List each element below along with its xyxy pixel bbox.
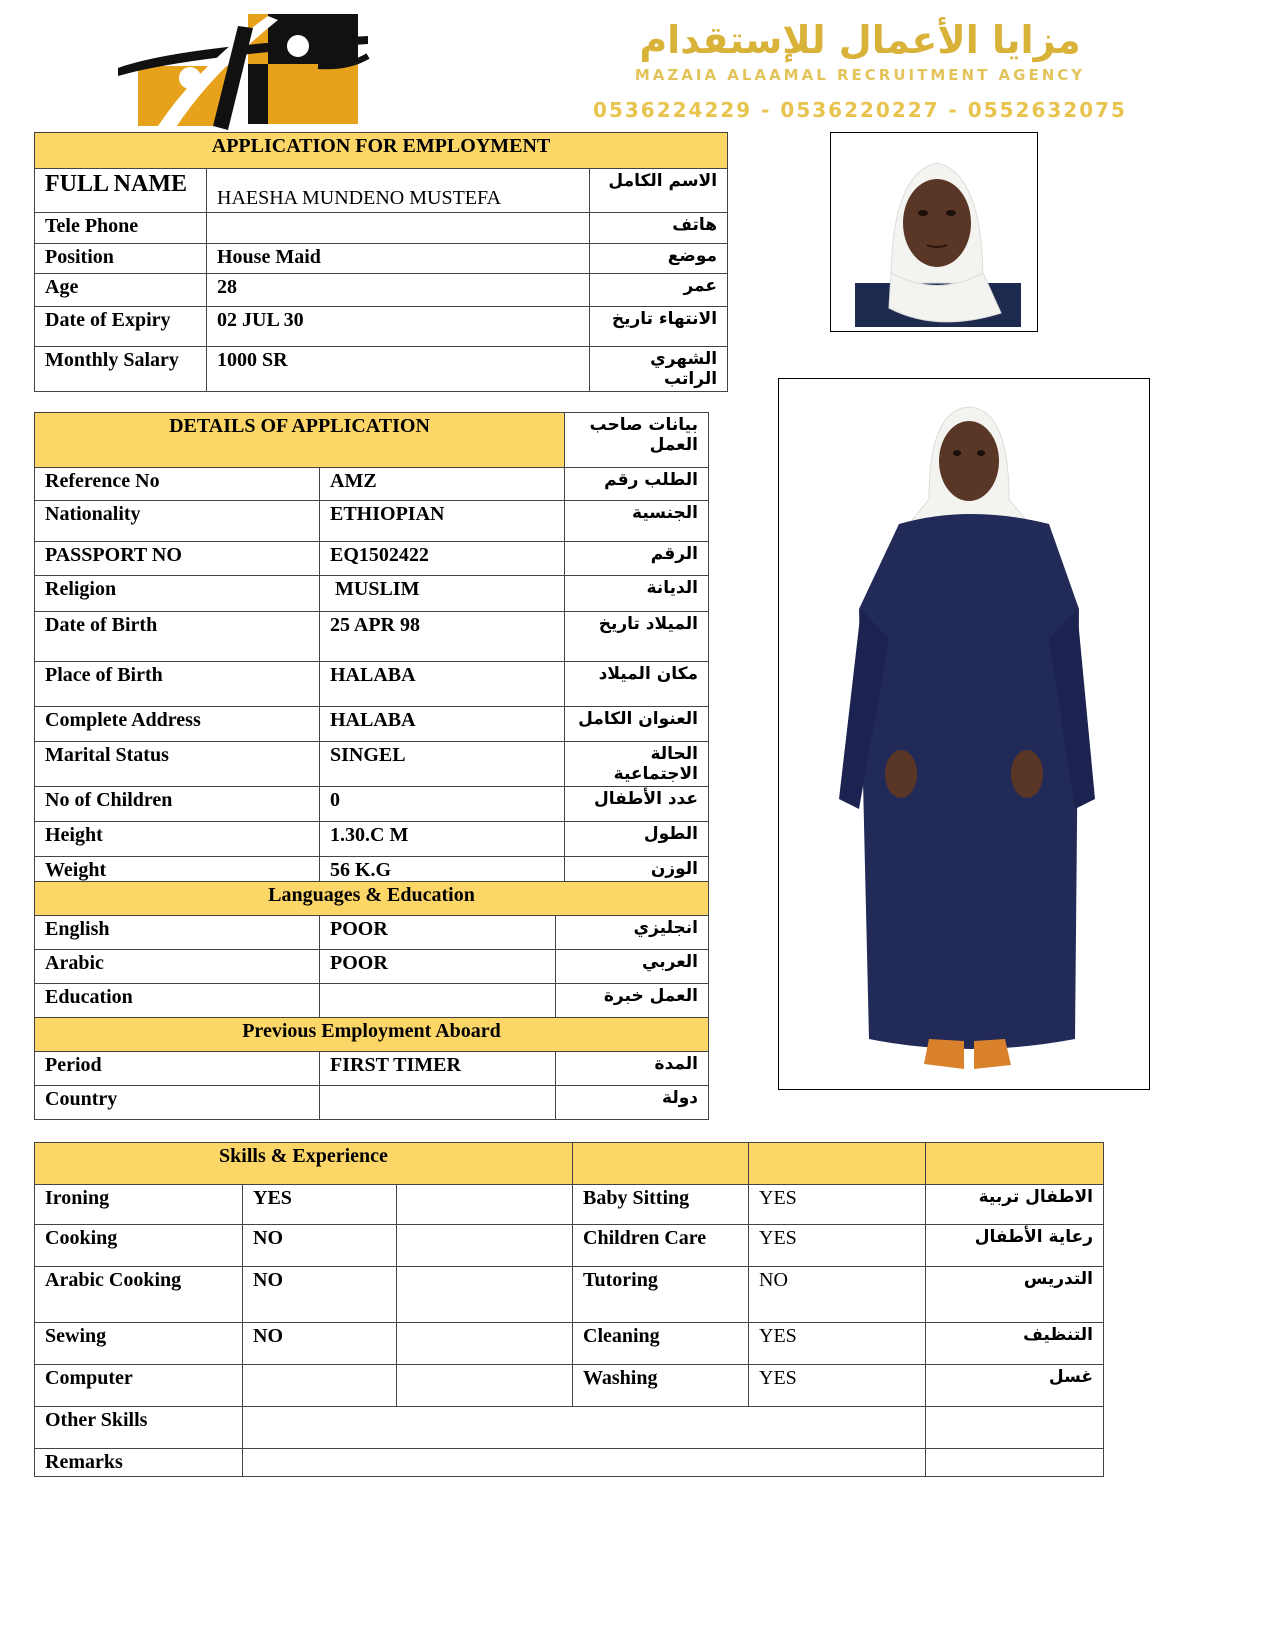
field-label: English (35, 916, 320, 950)
table-row (35, 787, 709, 822)
skill-value: YES (749, 1365, 926, 1407)
field-label-arabic: الاسم الكامل (590, 169, 728, 213)
field-label-arabic: الطول (565, 822, 709, 857)
table-row (35, 707, 709, 742)
field-label-arabic: الوزن (565, 857, 709, 892)
skill-label-arabic: رعاية الأطفال (926, 1225, 1104, 1267)
portrait-photo (830, 132, 1038, 332)
table-row (35, 1365, 1104, 1407)
field-value: POOR (320, 950, 556, 984)
skills-title: Skills & Experience (35, 1143, 573, 1185)
empty-cell (926, 1407, 1104, 1449)
field-label: Tele Phone (35, 213, 207, 244)
field-value: 28 (207, 274, 590, 307)
table-row (35, 347, 728, 392)
field-label: Place of Birth (35, 662, 320, 707)
field-label: Date of Birth (35, 612, 320, 662)
table-row (35, 1267, 1104, 1323)
remarks-label: Remarks (35, 1449, 243, 1477)
field-value: HALABA (320, 662, 565, 707)
agency-name-arabic: مزايا الأعمال للإستقدام (639, 18, 1081, 62)
field-label: Period (35, 1052, 320, 1086)
field-value (207, 213, 590, 244)
field-label-arabic: الرقم (565, 542, 709, 576)
empty-cell (397, 1225, 573, 1267)
skills-table (34, 1142, 1104, 1477)
field-label-arabic: الحالة الاجتماعية (565, 742, 709, 787)
table-row (35, 213, 728, 244)
field-value: AMZ (320, 468, 565, 501)
table-row (35, 612, 709, 662)
table-row (35, 950, 709, 984)
field-value: HAESHA MUNDENO MUSTEFA (207, 169, 590, 213)
field-label: Weight (35, 857, 320, 892)
remarks-value (243, 1449, 926, 1477)
empty-cell (397, 1185, 573, 1225)
table-row (35, 1323, 1104, 1365)
field-label-arabic: دولة (556, 1086, 709, 1120)
table-row (35, 501, 709, 542)
field-label-arabic: الشهري الراتب (590, 347, 728, 392)
skills-header-cell (749, 1143, 926, 1185)
skill-value: NO (243, 1225, 397, 1267)
table-row (35, 1449, 1104, 1477)
empty-cell (397, 1365, 573, 1407)
skill-value: NO (243, 1323, 397, 1365)
field-value: 56 K.G (320, 857, 565, 892)
languages-table (34, 881, 709, 1120)
skill-value: YES (749, 1225, 926, 1267)
field-label-arabic: الديانة (565, 576, 709, 612)
field-label: No of Children (35, 787, 320, 822)
skill-label-arabic: الاطفال تربية (926, 1185, 1104, 1225)
field-value: SINGEL (320, 742, 565, 787)
empty-cell (397, 1267, 573, 1323)
table-row (35, 576, 709, 612)
empty-cell (926, 1449, 1104, 1477)
field-value: POOR (320, 916, 556, 950)
field-label-arabic: عدد الأطفال (565, 787, 709, 822)
field-label: Position (35, 244, 207, 274)
field-value: 1.30.C M (320, 822, 565, 857)
field-label: Complete Address (35, 707, 320, 742)
field-value: 02 JUL 30 (207, 307, 590, 347)
skill-label-arabic: التنظيف (926, 1323, 1104, 1365)
skill-label: Washing (573, 1365, 749, 1407)
skill-value (243, 1365, 397, 1407)
field-label: Arabic (35, 950, 320, 984)
application-table (34, 132, 728, 392)
field-label: PASSPORT NO (35, 542, 320, 576)
skills-header-cell (573, 1143, 749, 1185)
previous-employment-title: Previous Employment Aboard (35, 1018, 709, 1052)
field-label-arabic: العنوان الكامل (565, 707, 709, 742)
skill-value: YES (243, 1185, 397, 1225)
field-label: Marital Status (35, 742, 320, 787)
field-value: HALABA (320, 707, 565, 742)
skill-label-arabic: غسل (926, 1365, 1104, 1407)
field-value: EQ1502422 (320, 542, 565, 576)
application-title: APPLICATION FOR EMPLOYMENT (35, 133, 728, 169)
table-row (35, 822, 709, 857)
details-title-arabic: بيانات صاحب العمل (565, 413, 709, 468)
field-value: 25 APR 98 (320, 612, 565, 662)
field-label-arabic: العربي (556, 950, 709, 984)
field-label: Reference No (35, 468, 320, 501)
skills-header-cell (926, 1143, 1104, 1185)
skill-value: NO (749, 1267, 926, 1323)
field-label-arabic: الميلاد تاريخ (565, 612, 709, 662)
agency-name-english: MAZAIA ALAAMAL RECRUITMENT AGENCY (634, 66, 1086, 84)
details-table (34, 412, 709, 892)
other-skills-label: Other Skills (35, 1407, 243, 1449)
skill-label: Sewing (35, 1323, 243, 1365)
details-title: DETAILS OF APPLICATION (35, 413, 565, 468)
table-row (35, 468, 709, 501)
other-skills-value (243, 1407, 926, 1449)
skill-label: Children Care (573, 1225, 749, 1267)
field-value (320, 984, 556, 1018)
table-row (35, 1225, 1104, 1267)
field-label: Country (35, 1086, 320, 1120)
skill-label: Ironing (35, 1185, 243, 1225)
field-value: MUSLIM (320, 576, 565, 612)
skill-label: Cooking (35, 1225, 243, 1267)
field-value (320, 1086, 556, 1120)
table-row (35, 1407, 1104, 1449)
table-row (35, 1086, 709, 1120)
table-row (35, 1052, 709, 1086)
skill-label-arabic: التدريس (926, 1267, 1104, 1323)
field-label-arabic: الانتهاء تاريخ (590, 307, 728, 347)
full-body-photo (778, 378, 1150, 1090)
skill-label: Cleaning (573, 1323, 749, 1365)
table-row (35, 307, 728, 347)
field-label-arabic: الطلب رقم (565, 468, 709, 501)
skill-label: Computer (35, 1365, 243, 1407)
field-label: FULL NAME (35, 169, 207, 213)
field-label: Nationality (35, 501, 320, 542)
field-label-arabic: المدة (556, 1052, 709, 1086)
table-row (35, 662, 709, 707)
field-label: Age (35, 274, 207, 307)
field-label: Height (35, 822, 320, 857)
table-row (35, 1185, 1104, 1225)
table-row (35, 274, 728, 307)
field-label-arabic: مكان الميلاد (565, 662, 709, 707)
field-value: FIRST TIMER (320, 1052, 556, 1086)
field-value: ETHIOPIAN (320, 501, 565, 542)
skill-value: NO (243, 1267, 397, 1323)
field-value: House Maid (207, 244, 590, 274)
field-label-arabic: العمل خبرة (556, 984, 709, 1018)
field-label: Religion (35, 576, 320, 612)
table-row (35, 244, 728, 274)
field-value: 0 (320, 787, 565, 822)
skill-label: Baby Sitting (573, 1185, 749, 1225)
agency-logo (118, 6, 378, 134)
field-label: Education (35, 984, 320, 1018)
field-label-arabic: الجنسية (565, 501, 709, 542)
skill-label: Arabic Cooking (35, 1267, 243, 1323)
field-label-arabic: موضع (590, 244, 728, 274)
empty-cell (397, 1323, 573, 1365)
table-row (35, 542, 709, 576)
skill-value: YES (749, 1185, 926, 1225)
field-label-arabic: عمر (590, 274, 728, 307)
field-label: Date of Expiry (35, 307, 207, 347)
field-value: 1000 SR (207, 347, 590, 392)
skill-value: YES (749, 1323, 926, 1365)
skill-label: Tutoring (573, 1267, 749, 1323)
table-row (35, 169, 728, 213)
field-label-arabic: انجليزي (556, 916, 709, 950)
table-row (35, 916, 709, 950)
table-row (35, 984, 709, 1018)
table-row (35, 742, 709, 787)
agency-phones: 0536224229 - 0536220227 - 0552632075 (593, 98, 1127, 122)
field-label: Monthly Salary (35, 347, 207, 392)
field-label-arabic: هاتف (590, 213, 728, 244)
languages-title: Languages & Education (35, 882, 709, 916)
